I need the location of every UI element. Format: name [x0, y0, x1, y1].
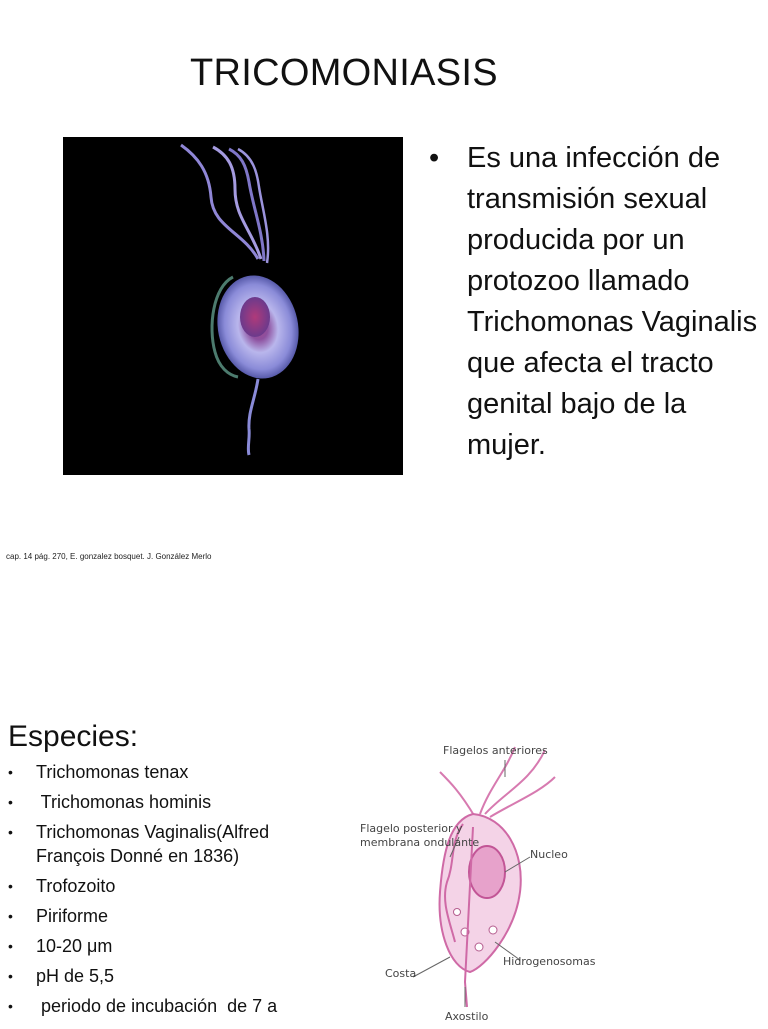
trichomonas-diagram — [355, 732, 605, 1024]
label-axostilo: Axostilo — [445, 1010, 489, 1023]
species-title: Especies: — [8, 720, 139, 753]
list-item: • Trichomonas tenax — [8, 762, 189, 782]
list-item: • pH de 5,5 — [8, 966, 115, 986]
citation: cap. 14 pág. 270, E. gonzalez bosquet. J. González Merlo — [6, 552, 212, 561]
slide-title: TRICOMONIASIS — [190, 52, 498, 94]
trichomonas-micrograph — [63, 137, 403, 475]
label-flagelos: Flagelos anteriores — [443, 744, 548, 757]
bullet-dot: • — [429, 142, 440, 174]
list-item: • 10-20 μm — [8, 936, 113, 956]
label-hidrogenosomas: Hidrogenosomas — [503, 955, 596, 968]
list-item: • Piriforme — [8, 906, 109, 926]
list-item: • Trofozoito — [8, 876, 116, 896]
description-text: Es una infección de transmisión sexual producida por un protozoo llamado Trichomonas Vaginalis que afecta el tracto genital bajo de la mujer. — [467, 142, 758, 461]
description-bullet — [427, 138, 762, 466]
list-item: • Trichomonas hominis — [8, 792, 212, 812]
label-membrana: membrana ondulante — [360, 836, 480, 849]
label-costa: Costa — [385, 967, 417, 980]
diagram-svg — [355, 732, 605, 1024]
list-item: • periodo de incubación de 7 a — [8, 996, 278, 1016]
label-nucleo: Nucleo — [530, 848, 568, 861]
slide-2 — [0, 700, 768, 1024]
micrograph-svg — [63, 137, 403, 475]
species-list — [0, 760, 330, 1024]
list-item: • Trichomonas Vaginalis(Alfred François Donné en 1836) — [8, 822, 270, 866]
label-flagelo-posterior: Flagelo posterior y — [360, 822, 463, 835]
